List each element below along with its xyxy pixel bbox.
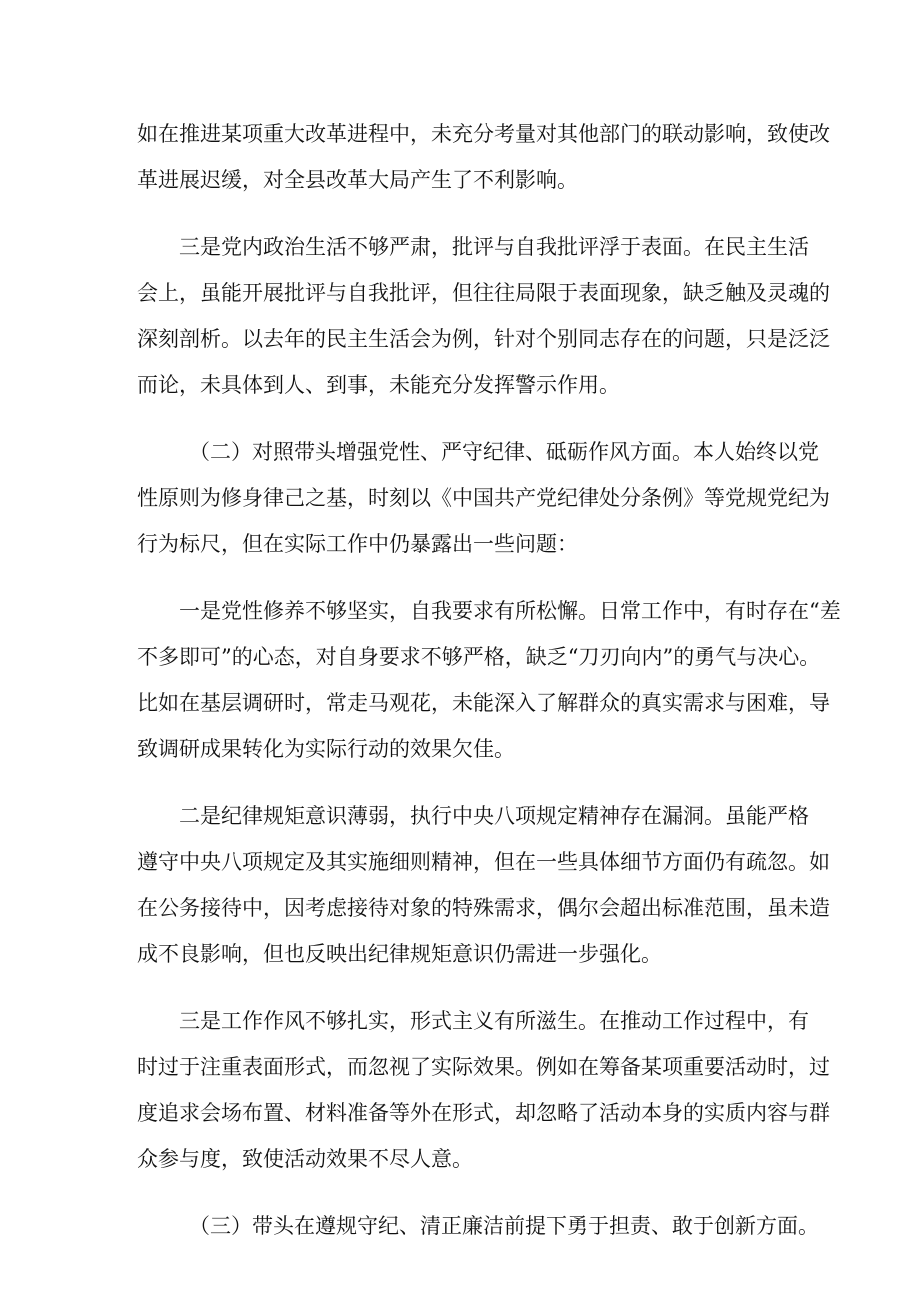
paragraph-line: 众参与度，致使活动效果不尽人意。 bbox=[137, 1147, 473, 1171]
paragraph-line: （三）带头在遵规守纪、清正廉洁前提下勇于担责、敢于创新方面。 bbox=[189, 1214, 819, 1238]
paragraph-line: 度追求会场布置、材料准备等外在形式，却忽略了活动本身的实质内容与群 bbox=[137, 1101, 830, 1125]
paragraph-political-life bbox=[137, 224, 830, 408]
paragraph-line: 一是党性修养不够坚实，自我要求有所松懈。日常工作中，有时存在“差 bbox=[179, 599, 841, 623]
document-body bbox=[137, 111, 841, 1249]
paragraph-line: 成不良影响，但也反映出纪律规矩意识仍需进一步强化。 bbox=[137, 942, 662, 966]
section-heading-2 bbox=[137, 429, 830, 567]
paragraph-line: 时过于注重表面形式，而忽视了实际效果。例如在筹备某项重要活动时，过 bbox=[137, 1055, 830, 1079]
paragraph-work-style bbox=[137, 998, 830, 1182]
paragraph-line: （二）对照带头增强党性、严守纪律、砥砺作风方面。本人始终以党 bbox=[189, 440, 819, 464]
paragraph-line: 会上，虽能开展批评与自我批评，但往往局限于表面现象，缺乏触及灵魂的 bbox=[137, 281, 830, 305]
paragraph-discipline bbox=[137, 793, 830, 977]
paragraph-line: 三是工作作风不够扎实，形式主义有所滋生。在推动工作过程中，有 bbox=[179, 1009, 809, 1033]
paragraph-line: 如在推进某项重大改革进程中，未充分考量对其他部门的联动影响，致使改 bbox=[137, 122, 830, 146]
paragraph-line: 而论，未具体到人、到事，未能充分发挥警示作用。 bbox=[137, 373, 620, 397]
paragraph-line: 革进展迟缓，对全县改革大局产生了不利影响。 bbox=[137, 168, 578, 192]
paragraph-line: 二是纪律规矩意识薄弱，执行中央八项规定精神存在漏洞。虽能严格 bbox=[179, 804, 809, 828]
paragraph-line: 性原则为修身律己之基，时刻以《中国共产党纪律处分条例》等党规党纪为 bbox=[137, 486, 830, 510]
section-heading-3 bbox=[137, 1203, 819, 1249]
paragraph-line: 比如在基层调研时，常走马观花，未能深入了解群众的真实需求与困难，导 bbox=[137, 691, 830, 715]
paragraph-line: 行为标尺，但在实际工作中仍暴露出一些问题： bbox=[137, 532, 578, 556]
paragraph-line: 不多即可”的心态，对自身要求不够严格，缺乏“刀刃向内”的勇气与决心。 bbox=[137, 645, 821, 669]
paragraph-line: 遵守中央八项规定及其实施细则精神，但在一些具体细节方面仍有疏忽。如 bbox=[137, 850, 830, 874]
paragraph-line: 三是党内政治生活不够严肃，批评与自我批评浮于表面。在民主生活 bbox=[179, 235, 809, 259]
paragraph-line: 深刻剖析。以去年的民主生活会为例，针对个别同志存在的问题，只是泛泛 bbox=[137, 327, 830, 351]
paragraph-continuation bbox=[137, 111, 830, 203]
paragraph-line: 致调研成果转化为实际行动的效果欠佳。 bbox=[137, 737, 515, 761]
paragraph-line: 在公务接待中，因考虑接待对象的特殊需求，偶尔会超出标准范围，虽未造 bbox=[137, 896, 830, 920]
paragraph-party-spirit bbox=[137, 588, 841, 772]
